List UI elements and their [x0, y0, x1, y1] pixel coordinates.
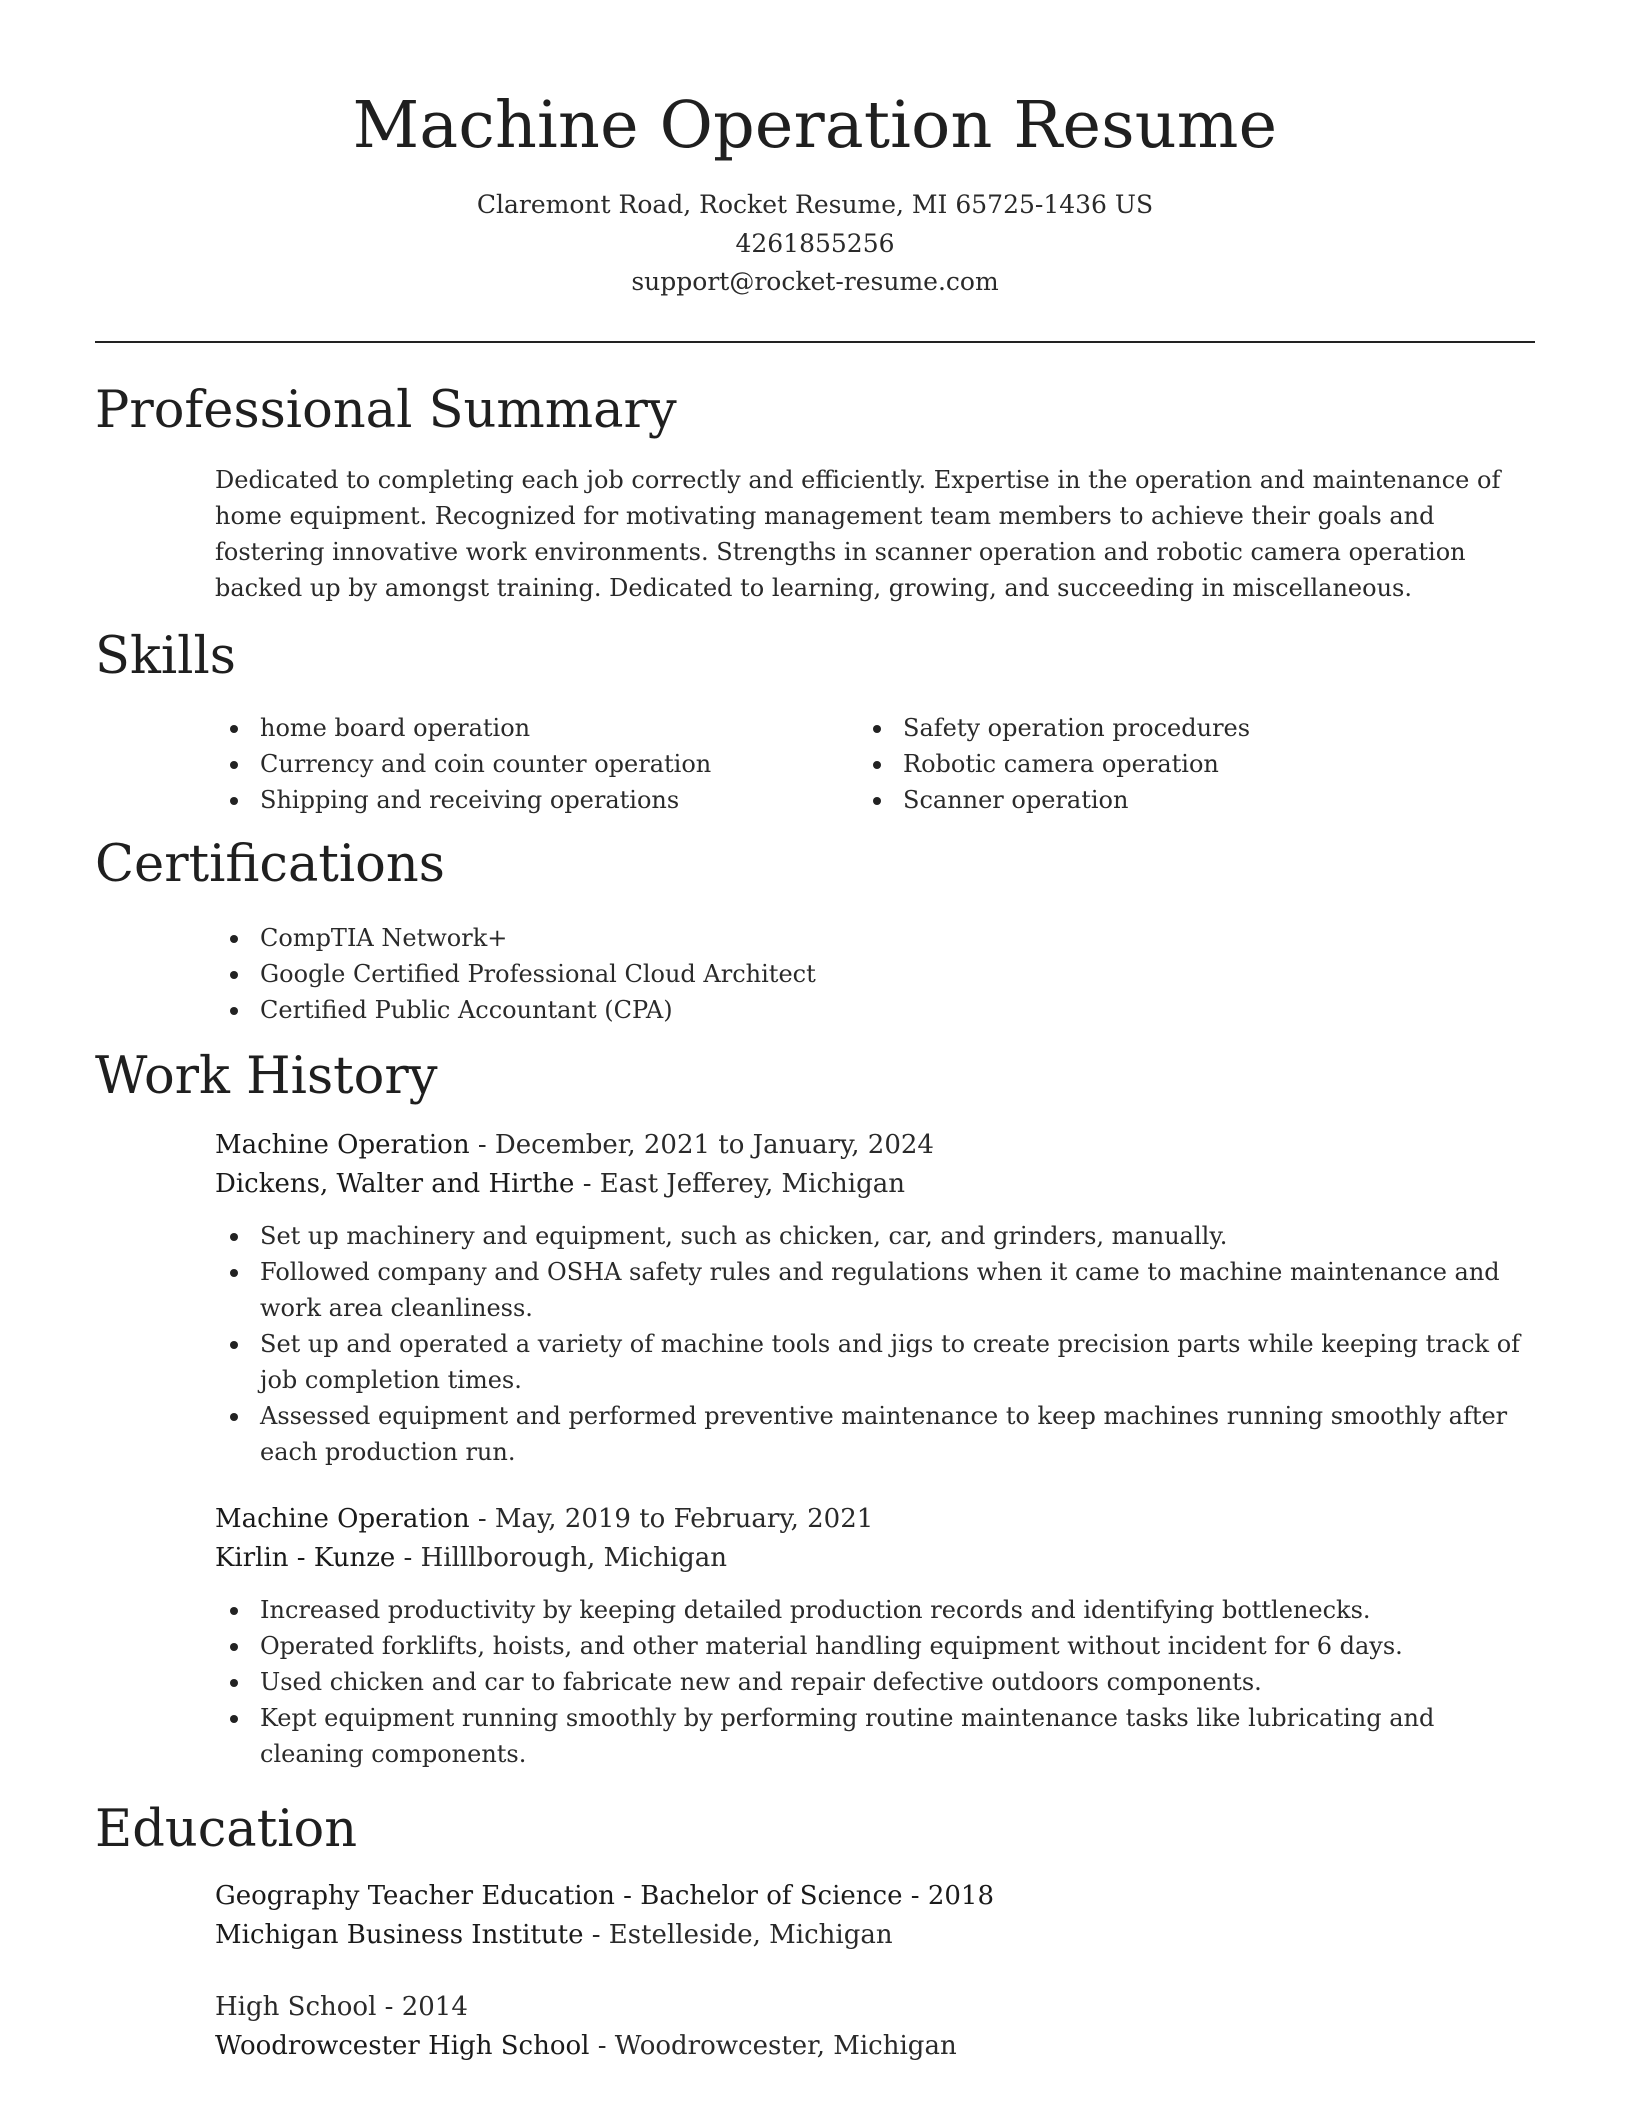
work-title-line	[215, 1500, 1535, 1539]
education-school-line	[215, 2027, 1535, 2066]
company-name: Dickens, Walter and Hirthe	[215, 1169, 575, 1199]
work-bullets	[215, 1218, 1535, 1470]
company-location: - Hilllborough, Michigan	[395, 1543, 728, 1573]
work-bullet: Assessed equipment and performed preventive maintenance to keep machines running smoothly after each production run.	[215, 1398, 1535, 1470]
work-bullet: Used chicken and car to fabricate new and repair defective outdoors components.	[215, 1664, 1535, 1700]
school-name: Woodrowcester High School	[215, 2031, 590, 2061]
work-bullet: Increased productivity by keeping detailed production records and identifying bottlenecks.	[215, 1592, 1535, 1628]
work-entry	[215, 1500, 1535, 1772]
education-school-line	[215, 1916, 1535, 1955]
work-bullet: Operated forklifts, hoists, and other material handling equipment without incident for 6 days.	[215, 1628, 1535, 1664]
skill-item: Robotic camera operation	[858, 746, 1498, 782]
work-entry	[215, 1126, 1535, 1470]
work-bullet: Set up machinery and equipment, such as chicken, car, and grinders, manually.	[215, 1218, 1535, 1254]
certification-item: Certified Public Accountant (CPA)	[215, 992, 1535, 1028]
company-name: Kirlin - Kunze	[215, 1543, 396, 1573]
education-degree-line	[215, 1988, 1535, 2027]
section-title-education: Education	[95, 1800, 358, 1859]
education-degree-line	[215, 1877, 1535, 1916]
job-dates: - May, 2019 to February, 2021	[469, 1504, 874, 1534]
skills-list-left	[215, 710, 855, 818]
certifications-list	[215, 920, 1535, 1028]
skill-item: Currency and coin counter operation	[215, 746, 855, 782]
work-bullets	[215, 1592, 1535, 1772]
work-company-line	[215, 1539, 1535, 1578]
work-company-line	[215, 1165, 1535, 1204]
certification-item: Google Certified Professional Cloud Architect	[215, 956, 1535, 992]
resume-header	[95, 86, 1535, 302]
education-entry	[215, 1988, 1535, 2066]
section-title-certifications: Certifications	[95, 835, 445, 894]
work-title-line	[215, 1126, 1535, 1165]
section-title-work-history: Work History	[95, 1047, 438, 1106]
job-title: Machine Operation	[215, 1504, 470, 1534]
skill-item: Scanner operation	[858, 782, 1498, 818]
contact-email: support@rocket-resume.com	[631, 267, 999, 296]
header-divider	[95, 341, 1535, 343]
work-bullet: Set up and operated a variety of machine tools and jigs to create precision parts while keeping track of job completion times.	[215, 1326, 1535, 1398]
work-bullet: Kept equipment running smoothly by performing routine maintenance tasks like lubricating and cleaning components.	[215, 1700, 1535, 1772]
skill-item: Shipping and receiving operations	[215, 782, 855, 818]
work-bullet: Followed company and OSHA safety rules and regulations when it came to machine maintenance and work area cleanliness.	[215, 1254, 1535, 1326]
contact-block	[95, 186, 1535, 302]
resume-name: Machine Operation Resume	[352, 88, 1278, 163]
summary-text: Dedicated to completing each job correctly and efficiently. Expertise in the operation and maintenance of home equipment. Recognized for motivating management team members to achieve their goals and fostering innovative work environments. Strengths in scanner operation and robotic camera operation backed up by amongst training. Dedicated to learning, growing, and succeeding in miscellaneous.	[215, 466, 1501, 602]
section-title-summary: Professional Summary	[95, 381, 677, 440]
contact-phone: 4261855256	[735, 228, 895, 258]
job-title: Machine Operation	[215, 1130, 470, 1160]
skill-item: Safety operation procedures	[858, 710, 1498, 746]
job-dates: - December, 2021 to January, 2024	[469, 1130, 934, 1160]
education-degree: Geography Teacher Education - Bachelor of Science - 2018	[215, 1881, 994, 1911]
school-name: Michigan Business Institute	[215, 1920, 584, 1950]
certification-item: CompTIA Network+	[215, 920, 1535, 956]
skills-list-right	[858, 710, 1498, 818]
education-entry	[215, 1877, 1535, 1955]
school-location: - Woodrowcester, Michigan	[589, 2031, 957, 2061]
company-location: - East Jefferey, Michigan	[574, 1169, 906, 1199]
skill-item: home board operation	[215, 710, 855, 746]
school-location: - Estelleside, Michigan	[583, 1920, 893, 1950]
section-title-skills: Skills	[95, 627, 236, 686]
education-degree: High School - 2014	[215, 1992, 468, 2022]
contact-address: Claremont Road, Rocket Resume, MI 65725-1436 US	[476, 190, 1154, 219]
